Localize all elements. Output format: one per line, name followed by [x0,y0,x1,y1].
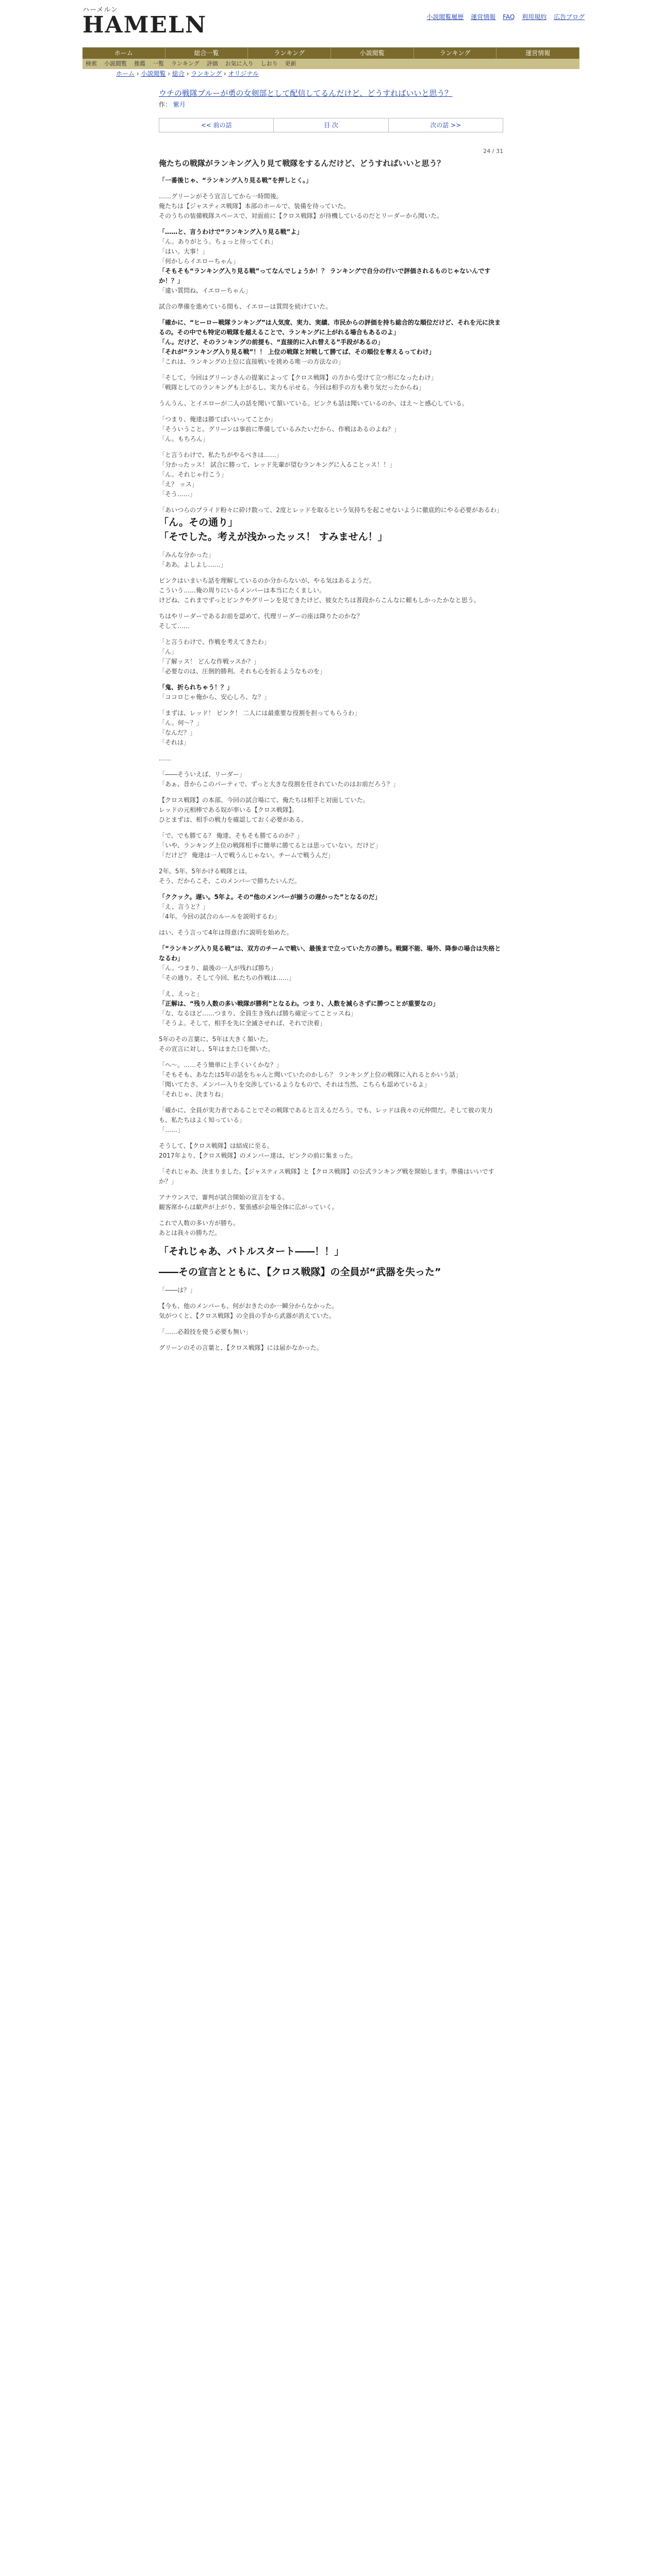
paragraph-gap [159,1212,503,1218]
paragraph-gap [159,631,503,637]
story-paragraph: 「な、なるほど……つまり、全員生き残れば勝ち確定ってことッスね」 [159,1010,357,1017]
prev-chapter-link[interactable]: << 前の話 [159,118,274,132]
logo-text: HAMELN [82,12,207,38]
paragraph-gap [159,312,503,318]
story-paragraph: そして…… [159,622,190,630]
author-label: 作： [159,101,172,108]
story-paragraph: 「そでした。考えが浅かったッス！ すみません！」 [159,531,388,543]
nav-item[interactable]: 運営情報 [496,47,580,59]
story-paragraph: 「ん。ありがとう。ちょっと待ってくれ」 [159,238,277,245]
story-paragraph: 5年のその言葉に、5年は大きく頷いた。 [159,1036,272,1043]
breadcrumb-link[interactable]: ランキング [191,70,222,77]
story-paragraph: 「ん。つまり、最後の一人が残れば勝ち」 [159,964,277,972]
story-paragraph: 「違い質問ね、イエローちゃん」 [159,287,252,294]
subnav-item[interactable]: 評価 [206,60,218,67]
story-paragraph: 【今も、他のメンバーも、何がおきたのか一瞬分からなかった。 [159,1302,338,1310]
story-paragraph: 「ん。だけど、そのランキングの前提も、“直接的に入れ替える”手段があるの」 [159,338,384,346]
story-paragraph: これで人数の多い方が勝ち。 [159,1219,240,1227]
paragraph-gap [159,1028,503,1035]
breadcrumb-link[interactable]: オリジナル [228,70,259,77]
top-link[interactable]: 広告ブログ [553,13,585,21]
story-paragraph: 「なんだ？」 [159,729,196,736]
story-paragraph: 「みんな分かった」 [159,551,215,558]
paragraph-gap [159,393,503,399]
paragraph-gap [159,764,503,770]
story-paragraph: 「で、でも勝てる？ 俺達、そもそも勝てるのか？」 [159,832,303,839]
paragraph-gap [159,1321,503,1327]
story-paragraph: 試合の準備を進めている間も、イエローは質問を続けていた。 [159,303,332,310]
story-paragraph: そのうちの装備戦隊スペースで、対面前に【クロス戦隊】が待機しているのだとリーダーから聞いた。 [159,212,443,219]
sub-nav [82,59,580,69]
main-nav [82,47,580,59]
story-paragraph: 「え、言うと？」 [159,903,209,910]
paragraph-gap [159,922,503,928]
story-paragraph: 観客席からは歓声が上がり、緊張感が会場全体に広がっていく。 [159,1204,338,1211]
paragraph-gap [159,1187,503,1193]
paragraph-gap [159,886,503,892]
story-paragraph: 「……必殺技を使う必要も無い」 [159,1328,252,1335]
chapter-title: 俺たちの戦隊がランキング入り見て戦隊をするんだけど、どうすればいいと思う？ [159,159,445,168]
nav-item[interactable]: ランキング [248,47,331,59]
paragraph-gap [159,702,503,708]
paragraph-gap [159,499,503,505]
paragraph-gap [159,825,503,831]
page-navigation [159,118,503,132]
paragraph-gap [159,1135,503,1141]
story-paragraph: 「……」 [159,1126,184,1133]
story-paragraph: 「あいつらのプライド粉々に砕け散って、2度とレッドを取るという気持ちを起こせないように徹底的にやる必要があるわ」 [159,506,503,514]
story-paragraph: 「つまり、俺達は勝てばいいってことか」 [159,416,277,423]
story-paragraph: 「はい。大事！」 [159,248,209,255]
paragraph-gap [159,1295,503,1301]
paragraph-gap [159,860,503,867]
story-paragraph: 「戦隊としてのランキングも上がるし、実力も示せる。今回は相手の方も乗り気だったからね」 [159,384,425,391]
story-paragraph: うんうん、とイエローが二人の話を聞いて頷いている。ピンクも話は聞いているのか、ほえ～と感心している。 [159,400,469,407]
story-paragraph: 「そういうこと。グリーンは事前に準備しているみたいだから、作戦はあるのよね？」 [159,426,400,433]
story-paragraph: 「それは」 [159,739,190,746]
paragraph-gap [159,605,503,612]
story-paragraph: 【クロス戦隊】の本部、今回の試合場にて、俺たちは相手と対面していた。 [159,796,369,804]
story-paragraph: 「そして、今回はグリーンさんの提案によって【クロス戦隊】の方から受けて立つ形になったわけ」 [159,374,437,381]
story-paragraph: 「と言うわけで、作戦を考えてきたわ」 [159,638,270,646]
story-paragraph: 「確かに、全員が実力者であることでその戦隊であると言えるだろう。でも、レッドは我々の元仲間だ。そして彼の実力も、私たちはよく知っている」 [159,1107,493,1124]
breadcrumb-link[interactable]: 総合 [172,70,185,77]
top-links [421,12,585,21]
story-paragraph: ピンクはいまいち話を理解しているのか分からないが、やる気はあるようだ。 [159,577,375,584]
top-link[interactable]: 運営情報 [471,13,496,21]
story-paragraph: けどね、これまでずっとピンクやグリーンを見てきたけど、彼女たちは普段からこんなに頼もしかったかなと思う。 [159,597,480,604]
story-paragraph: あとは我々の勝ちだ。 [159,1229,221,1236]
story-paragraph: 「ああ。よしよし……」 [159,561,227,568]
logo-small-text: ハーメルン [82,6,119,14]
story-paragraph: 「――そういえば、リーダー」 [159,771,246,778]
story-paragraph: 「“ランキング入り見る戦”は、双方のチームで戦い、最後まで立っていた方の勝ち。戦闘不能、場外、降参の場合は失格となるわ」 [159,945,501,962]
story-paragraph: …… [159,755,171,762]
story-paragraph: ちはやリーダーであるお前を認めて、代理リーダーの座は降りたのかな？ [159,613,363,620]
paragraph-gap [159,1259,503,1265]
breadcrumb: ホーム › 小説閲覧 › 総合 › ランキング › オリジナル [116,70,259,77]
paragraph-gap [159,789,503,795]
top-link[interactable]: FAQ [503,13,515,21]
story-paragraph: 「それじゃあ、バトルスタート――！！」 [159,1246,344,1257]
story-paragraph: 「ココロじゃ俺から、安心しろ、な？」 [159,693,271,701]
story-main [159,77,503,1353]
top-link[interactable]: 小説閲覧履歴 [426,13,464,21]
paragraph-gap [159,938,503,944]
story-paragraph: 「了解ッス！ どんな作戦ッスか？」 [159,658,260,665]
story-paragraph: その宣言に対し、5年はまた口を開いた。 [159,1045,274,1053]
next-chapter-link[interactable]: 次の話 >> [430,122,461,129]
story-paragraph: 「ん」 [159,648,178,655]
story-paragraph: 「そう……」 [159,490,196,498]
story-paragraph: 気がつくと、【クロス戦隊】の全員の手から武器が消えていた。 [159,1312,336,1319]
story-paragraph: 「だけど？ 俺達は一人で戦うんじゃない。チームで戦うんだ」 [159,852,334,859]
paragraph-gap [159,1238,503,1244]
paragraph-gap [159,1279,503,1285]
story-paragraph: 「まずは、レッド！ ピンク！ 二人には最重要な役割を担ってもらうわ」 [159,709,361,717]
story-paragraph: 「え？ ッス」 [159,481,198,488]
paragraph-gap [159,983,503,989]
story-paragraph: 「確かに、“ヒーロー戦隊ランキング”は人気度、実力、実績、市民からの評価を持ち総合的な順位だけど、それを元に決まるの。その中でも特定の戦隊を越えることで、ランキングに上がれる場合もあるのよ」 [159,319,501,336]
subnav-item[interactable]: しおり [260,60,278,67]
story-paragraph: そうして、【クロス戦隊】は結成に至る。 [159,1142,273,1149]
paragraph-gap [159,748,503,754]
nav-item[interactable]: ホーム [82,47,166,59]
story-title[interactable]: ウチの戦隊ブルーが勇の女剣部として配信してるんだけど、どうすればいいと思う？ [159,89,453,98]
paragraph-gap [159,409,503,415]
story-paragraph: 「と言うわけで、私たちがやるべきは……」 [159,451,283,459]
story-paragraph: 「聞いてたさ。メンバー入りを交渉しているようなもので、それは当然、こちらも認めているよ」 [159,1081,431,1088]
subnav-item[interactable]: 一覧 [153,60,164,67]
subnav-item[interactable]: 小説閲覧 [104,60,127,67]
story-paragraph: レッドの元相棒である奴が率いる【クロス戦隊】。 [159,806,298,814]
paragraph-gap [159,570,503,576]
nav-item[interactable]: 総合一覧 [166,47,249,59]
story-paragraph: はい、そう言って4年は得意げに説明を始めた。 [159,929,293,936]
story-paragraph: 「いや、ランキング上位の戦隊相手に簡単に勝てるとは思っていない。だけど」 [159,842,382,849]
story-paragraph: 「そもそも、あなたは5年の話をちゃんと聞いていたのかしら？ ランキング上位の戦隊に入れるとかいう話」 [159,1071,462,1078]
story-paragraph: 俺たちは【ジャスティス戦隊】本部のホールで、装備を待っていた。 [159,202,350,210]
story-paragraph: 「正解は、“残り人数の多い戦隊が勝利”となるわ。つまり、人数を減らさずに勝つことが重要なの」 [159,1000,439,1007]
story-paragraph: 「一番後じゃ、“ランキング入り見る戦”を押しとく。」 [159,177,312,184]
paragraph-gap [159,1161,503,1167]
story-paragraph: 「ククック。遅い。5年よ。その“他のメンバーが揃うの遅かった”となるのだ」 [159,893,381,901]
story-paragraph: 「鬼、折られちゃう！？」 [159,684,234,691]
story-paragraph: 「そもそも“ランキング入り見る戦”ってなんでしょうか！？ ランキングで自分の行いで評価されるものじゃないんですか！？」 [159,267,491,284]
paragraph-gap [159,185,503,192]
story-paragraph: 「必要なのは、圧倒的勝利。それも心を折るようなものを」 [159,668,326,675]
paragraph-gap [159,1054,503,1060]
site-header [0,0,662,44]
paragraph-gap [159,221,503,227]
page-counter: 24 / 31 [483,148,503,155]
breadcrumb-link[interactable]: 小説閲覧 [141,70,166,77]
site-logo[interactable] [82,4,207,40]
paragraph-gap [159,444,503,450]
story-paragraph: アナウンスで、審判が試合開始の宣言をする。 [159,1194,289,1201]
story-paragraph: 「そうよ。そして、相手を先に全滅させれば、それで決着」 [159,1020,326,1027]
story-paragraph: 「その通り。そして今回、私たちの作戦は……」 [159,974,295,981]
story-paragraph: 「それじゃ、決まりね」 [159,1091,227,1098]
story-paragraph: 2年。5年。5年かける戦隊とは。 [159,868,251,875]
story-paragraph: 「それじゃあ、決まりました。【ジャスティス戦隊】と【クロス戦隊】の公式ランキング戦を開始します。準備はいいですか？」 [159,1168,494,1185]
index-link[interactable]: 目 次 [274,118,388,132]
author-line [159,100,503,109]
story-paragraph: 「何かしらイエローちゃん」 [159,258,239,265]
author-link[interactable]: 紫月 [173,101,186,108]
story-paragraph: 「え、えっと」 [159,990,203,997]
paragraph-gap [159,544,503,550]
paragraph-gap [159,676,503,683]
story-paragraph: グリーンのその言葉と、【クロス戦隊】には届かなかった。 [159,1344,323,1351]
paragraph-gap [159,1099,503,1106]
nav-item[interactable]: 小説閲覧 [331,47,414,59]
story-paragraph: ひとまずは、相手の戦力を確認しておく必要がある。 [159,816,308,823]
story-paragraph: 「あぁ、昔からこのパーティで、ずっと大きな役割を任されていたのはお前だろう？」 [159,781,399,788]
subnav-item[interactable]: 更新 [285,60,296,67]
story-paragraph: 「分かったッス！ 試合に勝って、レッド先輩が望むランキングに入ることッス！！」 [159,461,396,468]
nav-item[interactable]: ランキング [414,47,497,59]
story-paragraph: 「ん。何～？」 [159,719,203,726]
story-paragraph: そう、だからこそ、このメンバーで勝ちたいんだ。 [159,877,301,885]
subnav-item[interactable]: お気に入り [225,60,254,67]
breadcrumb-link[interactable]: ホーム [116,70,135,77]
story-body [159,176,503,1353]
story-paragraph: ……グリーンがそう宣言してから一時間後。 [159,193,283,200]
story-paragraph: 「4年。今回の試合のルールを説明するわ」 [159,913,280,920]
paragraph-gap [159,367,503,373]
subnav-item[interactable]: ランキング [171,60,200,67]
story-paragraph: 「ん。それじゃ行こう」 [159,471,227,478]
story-paragraph: 「……と、言うわけで“ランキング入り見る戦”よ」 [159,228,303,235]
paragraph-gap [159,1337,503,1343]
story-paragraph: 「ん。その通り」 [159,517,238,528]
paragraph-gap [159,296,503,302]
subnav-item[interactable]: 検索 [86,60,97,67]
story-paragraph: 「へ～。……そう簡単に上手くいくかな？」 [159,1061,283,1069]
story-paragraph: 「それが“ランキング入り見る戦”！！ 上位の戦隊と対戦して勝てば、その順位を奪えるってわけ」 [159,348,435,355]
story-paragraph: 2017年より、【クロス戦隊】のメンバー達は、ピンクの前に集まった。 [159,1152,357,1159]
story-paragraph: 「ん。もちろん」 [159,435,209,443]
top-link[interactable]: 利用規約 [522,13,547,21]
story-paragraph: こういう……俺の周りにいるメンバーは本当にたくましい。 [159,587,326,594]
subnav-item[interactable]: 推薦 [134,60,145,67]
story-paragraph: ――その宣言とともに、【クロス戦隊】の全員が“武器を失った” [159,1266,441,1278]
story-paragraph: 「――は？」 [159,1286,196,1294]
story-paragraph: 「これは、ランキングの上位に直接戦いを挑める唯一の方法なの」 [159,358,344,365]
